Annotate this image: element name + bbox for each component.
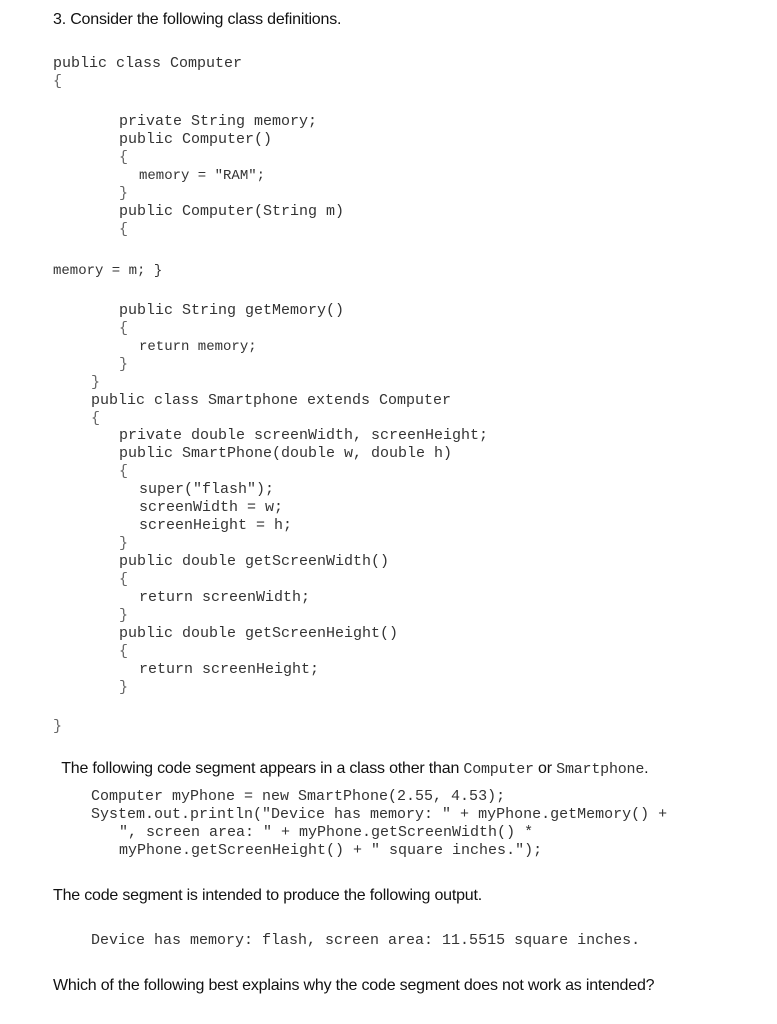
code-line: public class Smartphone extends Computer (91, 392, 452, 409)
code-line: { (119, 463, 129, 480)
code-line: screenHeight = h; (139, 517, 293, 534)
inline-code-computer: Computer (463, 761, 534, 778)
code-line: return screenWidth; (139, 589, 311, 606)
expected-output: Device has memory: flash, screen area: 11.5515 square inches. (91, 932, 641, 949)
code-line: public Computer(String m) (119, 203, 345, 220)
code-line: { (119, 221, 129, 238)
code-line: myPhone.getScreenHeight() + " square inches."); (119, 842, 543, 859)
code-line: super("flash"); (139, 481, 275, 498)
code-line: public Computer() (119, 131, 273, 148)
inline-code-smartphone: Smartphone (556, 761, 645, 778)
code-line: private String memory; (119, 113, 318, 130)
code-line: public double getScreenWidth() (119, 553, 390, 570)
code-line: { (53, 73, 63, 90)
segment-intro-text: or (533, 760, 557, 777)
code-line: { (119, 643, 129, 660)
code-line: { (91, 410, 101, 427)
code-line: memory = "RAM"; (139, 168, 266, 184)
code-line: } (119, 607, 129, 624)
code-line: } (119, 679, 129, 696)
code-line: ", screen area: " + myPhone.getScreenWidth() * (119, 824, 534, 841)
code-line: } (119, 185, 129, 202)
code-line: Computer myPhone = new SmartPhone(2.55, 4.53); (91, 788, 506, 805)
code-line: private double screenWidth, screenHeight; (119, 427, 489, 444)
code-line: return screenHeight; (139, 661, 320, 678)
code-line: public class Computer (53, 55, 243, 72)
code-line: } (119, 535, 129, 552)
code-line: } (119, 356, 129, 373)
code-line: screenWidth = w; (139, 499, 284, 516)
segment-intro-text: . (644, 760, 649, 777)
code-line: public double getScreenHeight() (119, 625, 399, 642)
code-line: { (119, 571, 129, 588)
code-line: public SmartPhone(double w, double h) (119, 445, 453, 462)
question-title: 3. Consider the following class definitions. (53, 11, 342, 28)
output-intro: The code segment is intended to produce the following output. (53, 887, 482, 904)
code-line: } (53, 718, 63, 735)
segment-intro (53, 742, 648, 779)
code-line: { (119, 149, 129, 166)
segment-intro-text: The following code segment appears in a class other than (61, 760, 464, 777)
code-line: memory = m; } (53, 263, 163, 279)
code-line: System.out.println("Device has memory: " + myPhone.getMemory() + (91, 806, 668, 823)
code-line: return memory; (139, 339, 257, 355)
code-line: } (91, 374, 101, 391)
question-prompt: Which of the following best explains why the code segment does not work as intended? (53, 977, 655, 994)
code-line: public String getMemory() (119, 302, 345, 319)
code-line: { (119, 320, 129, 337)
